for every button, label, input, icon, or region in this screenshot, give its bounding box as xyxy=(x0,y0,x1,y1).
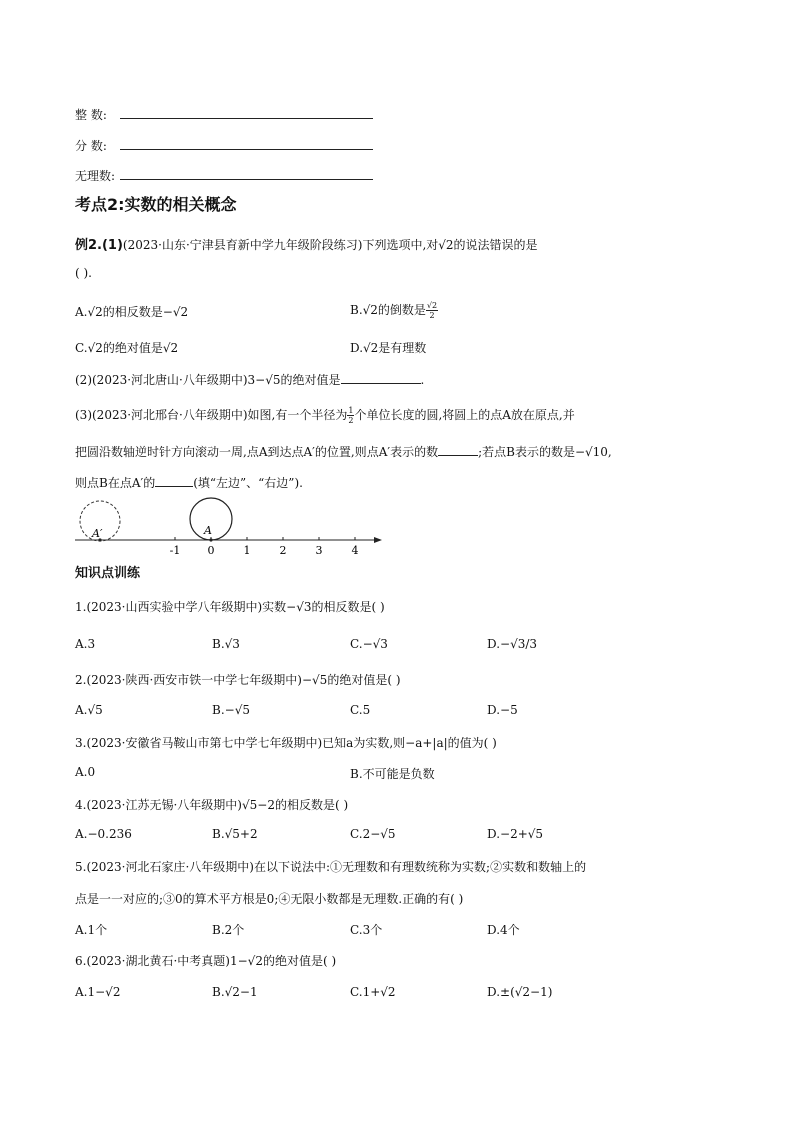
question-5-option-b: B.2个 xyxy=(212,923,245,937)
fraction-denominator: 2 xyxy=(429,311,435,320)
example-option-b xyxy=(350,301,438,320)
question-4-option-a: A.−0.236 xyxy=(75,827,132,841)
example-q3-line1 xyxy=(75,406,575,425)
example-q3-line3-b: (填“左边”、“右边”). xyxy=(193,476,303,490)
question-6-option-a: A.1−√2 xyxy=(75,985,121,999)
question-1-option-a: A.3 xyxy=(75,637,96,651)
question-1-option-b: B.√3 xyxy=(212,637,240,651)
question-4-option-b: B.√5+2 xyxy=(212,827,258,841)
tick-label: 2 xyxy=(279,544,287,557)
question-1-stem: 1.(2023·山西实验中学八年级期中)实数−√3的相反数是( ) xyxy=(75,600,385,614)
answer-line-irrationals[interactable] xyxy=(120,179,373,180)
answer-line-fractions[interactable] xyxy=(120,149,373,150)
example-q3-line3 xyxy=(75,474,303,491)
label-irrationals: 无理数: xyxy=(75,169,116,183)
fraction-sqrt2-over-2 xyxy=(426,301,438,320)
question-2-option-d: D.−5 xyxy=(487,703,518,717)
question-5-option-c: C.3个 xyxy=(350,923,383,937)
example-option-b-text: B.√2的倒数是 xyxy=(350,303,426,317)
question-2-option-a: A.√5 xyxy=(75,703,103,717)
question-4-option-c: C.2−√5 xyxy=(350,827,396,841)
question-6-stem: 6.(2023·湖北黄石·中考真题)1−√2的绝对值是( ) xyxy=(75,954,337,968)
question-4-stem: 4.(2023·江苏无锡·八年级期中)√5−2的相反数是( ) xyxy=(75,798,349,812)
example-q3-pre: (3)(2023·河北邢台·八年级期中)如图,有一个半径为 xyxy=(75,408,348,422)
training-title: 知识点训练 xyxy=(75,566,141,581)
answer-line-integers[interactable] xyxy=(120,118,373,119)
question-6-option-c: C.1+√2 xyxy=(350,985,396,999)
fraction-denominator: 2 xyxy=(348,416,354,425)
question-5-option-d: D.4个 xyxy=(487,923,520,937)
question-5-option-a: A.1个 xyxy=(75,923,108,937)
example-q3-line2-b: ;若点B表示的数是−√10, xyxy=(478,445,612,459)
question-2-option-c: C.5 xyxy=(350,703,371,717)
answer-blank-q3b[interactable] xyxy=(155,486,193,487)
example-q2 xyxy=(75,371,424,388)
question-5-stem-line2: 点是一一对应的;③0的算术平方根是0;④无限小数都是无理数.正确的有( ) xyxy=(75,892,464,906)
question-6-option-d: D.±(√2−1) xyxy=(487,985,553,999)
label-a-prime: A′ xyxy=(92,527,103,540)
tick-label: 3 xyxy=(315,544,323,557)
answer-blank-q2[interactable] xyxy=(341,383,421,384)
question-5-stem: 5.(2023·河北石家庄·八年级期中)在以下说法中:①无理数和有理数统称为实数;②实数和数轴上的 xyxy=(75,860,587,874)
tick-label: 4 xyxy=(351,544,359,557)
answer-blank-q3a[interactable] xyxy=(438,455,478,456)
tick-label: 0 xyxy=(207,544,215,557)
question-3-stem: 3.(2023·安徽省马鞍山市第七中学七年级期中)已知a为实数,则−a+|a|的值为( ) xyxy=(75,736,497,750)
example-option-c: C.√2的绝对值是√2 xyxy=(75,341,179,355)
fraction-numerator: √2 xyxy=(426,301,438,310)
tick-label: 1 xyxy=(243,544,251,557)
example-head: 例2.(1) xyxy=(75,238,123,253)
label-a: A xyxy=(204,524,212,537)
example-q3-line2 xyxy=(75,443,612,460)
axis-arrow xyxy=(374,537,382,543)
tick-label: -1 xyxy=(169,544,181,557)
example-q3-line3-a: 则点B在点A′的 xyxy=(75,476,156,490)
question-1-option-d: D.−√3/3 xyxy=(487,637,538,651)
example-q1-paren: ( ). xyxy=(75,266,92,280)
example-q1-stem: (2023·山东·宁津县育新中学九年级阶段练习)下列选项中,对√2的说法错误的是 xyxy=(122,238,538,252)
question-1-option-c: C.−√3 xyxy=(350,637,388,651)
question-2-stem: 2.(2023·陕西·西安市铁一中学七年级期中)−√5的绝对值是( ) xyxy=(75,673,401,687)
fraction-numerator: 1 xyxy=(348,406,354,415)
question-2-option-b: B.−√5 xyxy=(212,703,250,717)
number-line-figure xyxy=(70,496,390,558)
label-fractions: 分 数: xyxy=(75,139,107,153)
question-3-option-b: B.不可能是负数 xyxy=(350,767,435,781)
example-q3-line2-a: 把圆沿数轴逆时针方向滚动一周,点A到达点A′的位置,则点A′表示的数 xyxy=(75,445,439,459)
question-3-option-a: A.0 xyxy=(75,765,96,779)
example-q1-line xyxy=(75,234,538,253)
question-4-option-d: D.−2+√5 xyxy=(487,827,544,841)
example-q2-stem: (2)(2023·河北唐山·八年级期中)3−√5的绝对值是 xyxy=(75,373,341,387)
example-q2-end: . xyxy=(420,373,425,387)
example-q3-post: 个单位长度的圆,将圆上的点A放在原点,并 xyxy=(354,408,575,422)
label-integers: 整 数: xyxy=(75,108,107,122)
section-title: 考点2:实数的相关概念 xyxy=(75,195,237,214)
example-option-d: D.√2是有理数 xyxy=(350,341,427,355)
question-6-option-b: B.√2−1 xyxy=(212,985,258,999)
example-option-a: A.√2的相反数是−√2 xyxy=(75,305,189,319)
